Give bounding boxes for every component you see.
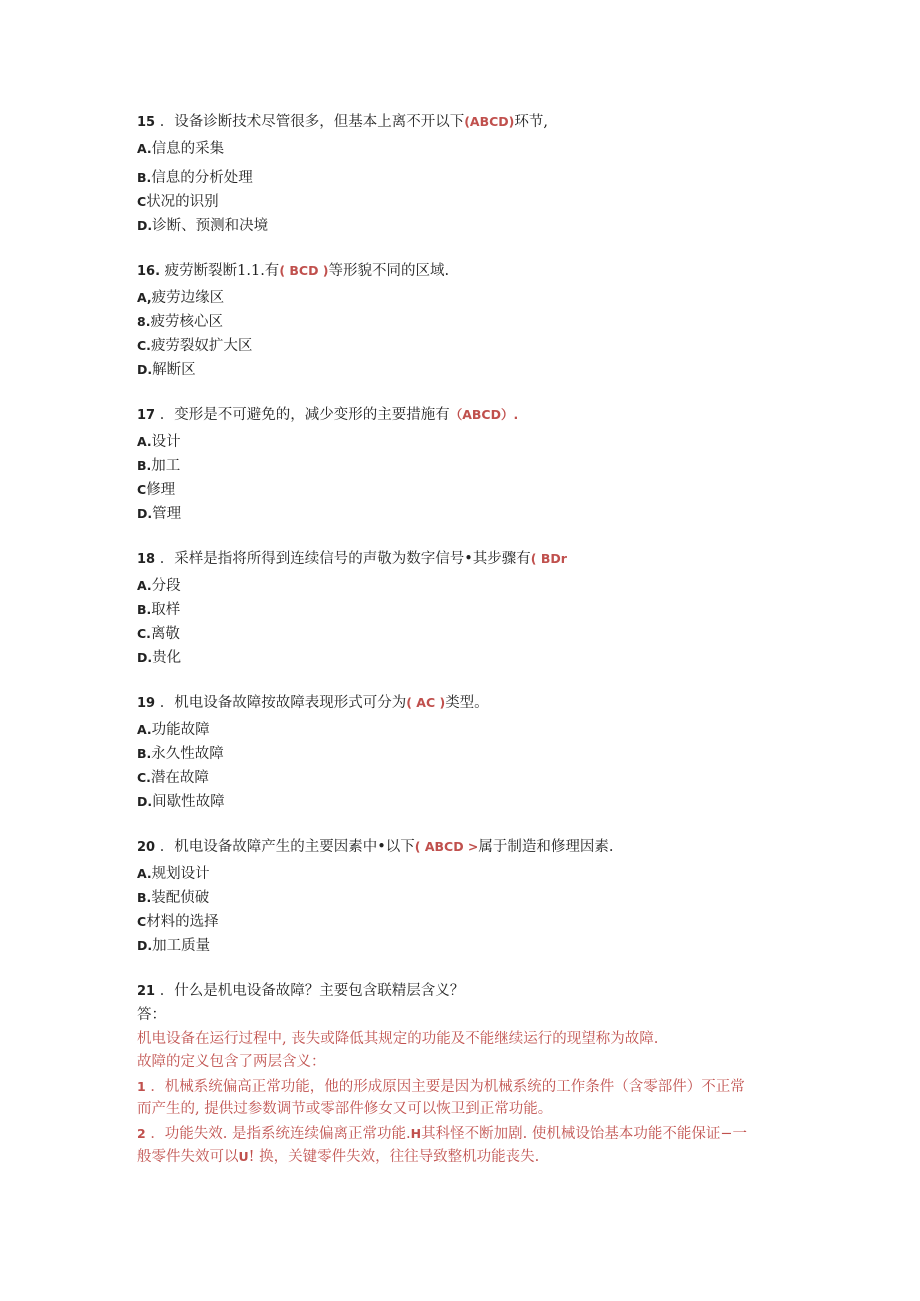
question-number: 20 [137,840,156,855]
option-a: A.规划设计 [137,866,210,882]
question-text: ．机电设备故障产生的主要因素中•以下 [159,839,415,855]
option-c: C.离敬 [137,626,180,642]
option-d: D.间歇性故障 [137,794,225,810]
option-c: C状况的识别 [137,194,219,210]
question-stem [137,109,797,135]
answer-key: ( BDr [530,551,567,566]
option-d: D.加工质量 [137,938,211,954]
question-text: ．采样是指将所得到连续信号的声敬为数字信号•其步骤有 [159,551,531,567]
option-c: C.潜在故障 [137,770,209,786]
question-number: 17 [137,408,156,423]
answer-item-1: 1 ．机械系统偏高正常功能，他的形成原因主要是因为机械系统的工作条件（含零部件）不正常 [137,1078,745,1095]
question-number: 16. [137,264,161,279]
question-number: 15 [137,115,156,130]
option-c: C材料的选择 [137,914,219,930]
option-d: D.管理 [137,506,182,522]
question-text-end: 属于制造和修理因素. [478,839,614,855]
question-19 [137,690,797,814]
answer-key: （ABCD）. [449,407,519,422]
question-stem [137,834,797,860]
option-b: B.加工 [137,458,181,474]
option-a: A.信息的采集 [137,141,225,157]
question-21 [137,978,787,1169]
question-17 [137,402,797,526]
option-d: D.诊断、预测和决境 [137,218,269,234]
option-c: C修理 [137,482,176,498]
question-text: ．设备诊断技术尽管很多，但基本上离不开以下 [159,114,465,130]
option-b: B.装配侦破 [137,890,210,906]
answer-paragraph-1: 机电设备在运行过程中, 丧失或降低其规定的功能及不能继续运行的现望称为故障. [137,1030,659,1047]
answer-key: ( BCD ) [279,263,329,278]
answer-key: ( AC ) [406,695,446,710]
question-stem [137,546,797,572]
option-b: 8.疲劳核心区 [137,314,223,330]
question-stem [137,978,787,1004]
option-a: A,疲劳边缘区 [137,290,225,306]
question-stem [137,402,797,428]
option-d: D.贵化 [137,650,182,666]
option-b: B.永久性故障 [137,746,224,762]
answer-key: (ABCD) [464,114,515,129]
question-stem [137,258,797,284]
answer-item-2: 2 ．功能失效. 是指系统连续偏离正常功能.H其科怪不断加剧. 使机械设饴基本功能不能保证−一 [137,1125,747,1142]
answer-paragraph-2: 故障的定义包含了两层含义： [137,1054,326,1070]
question-stem [137,690,797,716]
question-number: 21 [137,984,156,999]
question-18 [137,546,797,670]
option-a: A.分段 [137,578,181,594]
question-text: ．什么是机电设备故障？主要包含联精层含义？ [159,983,465,999]
option-a: A.设计 [137,434,181,450]
question-text: 疲劳断裂断1.1.有 [164,263,280,279]
question-text: ．变形是不可避免的，减少变形的主要措施有 [159,407,450,423]
answer-item-1-cont: 而产生的, 提供过参数调节或零部件修女又可以恢卫到正常功能。 [137,1101,553,1117]
question-number: 18 [137,552,156,567]
question-20 [137,834,797,958]
question-text-end: 类型。 [445,695,489,711]
answer-item-2-cont: 般零件失效可以U! 换，关键零件失效，往往导致整机功能丧失. [137,1149,540,1165]
question-16 [137,258,797,382]
question-text-end: 环节, [514,114,548,130]
option-b: B.取样 [137,602,181,618]
option-a: A.功能故障 [137,722,210,738]
answer-label: 答： [137,1007,166,1023]
option-c: C.疲劳裂奴扩大区 [137,338,253,354]
option-b: B.信息的分析处理 [137,170,253,186]
answer-key: ( ABCD > [414,839,479,854]
question-text-end: 等形貌不同的区域. [328,263,450,279]
question-15 [137,109,797,238]
option-d: D.解断区 [137,362,196,378]
question-text: ．机电设备故障按故障表现形式可分为 [159,695,407,711]
question-number: 19 [137,696,156,711]
